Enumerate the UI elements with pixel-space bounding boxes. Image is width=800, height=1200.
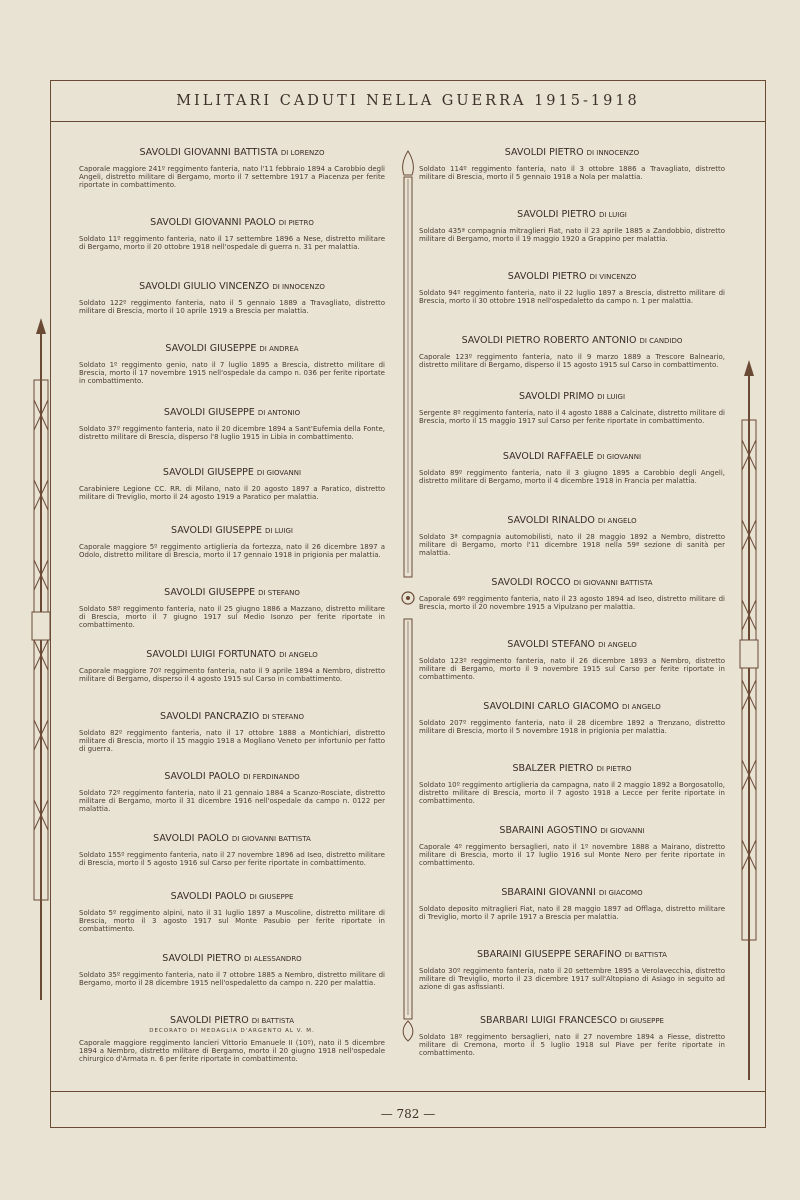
entry-name: SAVOLDI ROCCO: [491, 577, 571, 588]
entry: [79, 587, 385, 629]
entry: [79, 217, 385, 251]
entry-name: SAVOLDI GIUSEPPE: [163, 407, 255, 418]
page-number: — 782 —: [380, 1107, 436, 1121]
entry-name: SAVOLDI RINALDO: [507, 515, 595, 526]
entry-name: SBALZER PIETRO: [512, 763, 594, 774]
entry-name-line: [79, 833, 385, 844]
entry-name: SAVOLDI PANCRAZIO: [160, 711, 260, 722]
entry-father: DI ANTONIO: [257, 409, 301, 417]
entry-father: DI PIETRO: [278, 219, 314, 227]
entry-name-line: [419, 147, 725, 158]
entry-name-line: [79, 217, 385, 228]
entry-father: DI GIOVANNI: [596, 453, 642, 461]
entry-father: DI LUIGI: [598, 211, 627, 219]
entry-name-line: [419, 209, 725, 220]
entry-father: DI ANGELO: [597, 517, 637, 525]
entry-name: SAVOLDI GIUSEPPE: [164, 587, 256, 598]
entry-name-line: [79, 525, 385, 536]
entry-name-line: [419, 515, 725, 526]
entry-father: DI ANGELO: [598, 641, 637, 649]
entry-father: DI LORENZO: [280, 149, 325, 157]
entry-name: SAVOLDINI CARLO GIACOMO: [483, 701, 619, 712]
entry-name-line: [79, 771, 385, 782]
entry-name: SAVOLDI GIUSEPPE: [165, 343, 257, 354]
entry-name-line: [79, 407, 385, 418]
entry-father: DI GIOVANNI BATTISTA: [573, 579, 653, 587]
entry-name-line: [419, 451, 725, 462]
entry-text: Soldato 123º reggimento fanteria, nato il 26 dicembre 1893 a Nembro, distretto militare di Bergamo, morto il 9 novembre 1915 sul Carso per ferite riportate in combattimento.: [419, 657, 725, 681]
entry-name: SBARAINI AGOSTINO: [499, 825, 598, 836]
entry-father: DI STEFANO: [258, 589, 300, 597]
entry-father: DI ANGELO: [279, 651, 318, 659]
entry: [79, 525, 385, 559]
entry-text: Soldato 72º reggimento fanteria, nato il 21 gennaio 1884 a Scanzo-Rosciate, distretto militare di Bergamo, morto il 31 dicembre 1916 nell'ospedale da campo n. 0122 per malattia.: [79, 789, 385, 813]
entry: [419, 147, 725, 181]
entry-text: Carabiniere Legione CC. RR. di Milano, nato il 20 agosto 1897 a Paratico, distretto militare di Treviglio, morto il 24 agosto 1919 a Paratico per malattia.: [79, 485, 385, 501]
entry-name: SBARAINI GIUSEPPE SERAFINO: [477, 949, 622, 960]
entry-father: DI BATTISTA: [251, 1017, 294, 1025]
entry-name: SAVOLDI RAFFAELE: [502, 451, 594, 462]
entry: [419, 515, 725, 557]
entry-name-line: [79, 1015, 385, 1026]
entry: [79, 281, 385, 315]
entry-text: Soldato 207º reggimento fanteria, nato il 28 dicembre 1892 a Trenzano, distretto militare di Brescia, morto il 5 novembre 1918 in prigionia per malattia.: [419, 719, 725, 735]
entry-name: SAVOLDI GIOVANNI PAOLO: [150, 217, 276, 228]
entry-text: Caporale 69º reggimento fanteria, nato il 23 agosto 1894 ad Iseo, distretto militare di Brescia, morto il 20 novembre 1915 a Vipulzano per malattia.: [419, 595, 725, 611]
entry-name: SAVOLDI PAOLO: [164, 771, 241, 782]
header-band: [51, 81, 765, 122]
entry-name-line: [419, 763, 725, 774]
entry-father: DI ANGELO: [622, 703, 661, 711]
entry: [79, 953, 385, 987]
entry-name: SAVOLDI PIETRO: [504, 147, 584, 158]
entry-text: Soldato 122º reggimento fanteria, nato il 5 gennaio 1889 a Travagliato, distretto militare di Brescia, morto il 10 aprile 1919 a Brescia per malattia.: [79, 299, 385, 315]
entry-father: DI GIOVANNI BATTISTA: [231, 835, 311, 843]
entry: [419, 335, 725, 369]
entry-father: DI GIUSEPPE: [249, 893, 294, 901]
entry: [419, 701, 725, 735]
entry-father: DI LUIGI: [265, 527, 293, 535]
entry-name: SAVOLDI PIETRO: [517, 209, 596, 220]
entry-father: DI GIACOMO: [598, 889, 643, 897]
entry-name: SAVOLDI PIETRO: [507, 271, 587, 282]
entry-name-line: [79, 649, 385, 660]
entry-name-line: [79, 467, 385, 478]
entry: [419, 391, 725, 425]
entry-name: SAVOLDI GIOVANNI BATTISTA: [139, 147, 278, 158]
entry: [419, 577, 725, 611]
left-staff-ornament: [30, 0, 52, 1200]
entry: [79, 771, 385, 813]
entry: [79, 147, 385, 189]
entry-name-line: [419, 887, 725, 898]
entry-name-line: [79, 343, 385, 354]
entry-text: Soldato 5º reggimento alpini, nato il 31 luglio 1897 a Muscoline, distretto militare di Brescia, morto il 3 agosto 1917 sul Monte Pasubio per ferite riportate in combattimento.: [79, 909, 385, 933]
entry-text: Caporale maggiore 241º reggimento fanteria, nato l'11 febbraio 1894 a Carobbio degli Angeli, distretto militare di Bergamo, morto il 7 settembre 1917 a Piacenza per ferite riportate in combattimento.: [79, 165, 385, 189]
entry-text: Soldato 82º reggimento fanteria, nato il 17 ottobre 1888 a Montichiari, distretto militare di Brescia, morto il 15 maggio 1918 a Mogliano Veneto per infortunio per fatto di guerra.: [79, 729, 385, 753]
entry-name-line: [79, 953, 385, 964]
entry-text: Sergente 8º reggimento fanteria, nato il 4 agosto 1888 a Calcinate, distretto militare di Brescia, morto il 15 maggio 1917 sul Carso per ferite riportate in combattimento.: [419, 409, 725, 425]
entry-father: DI GIOVANNI: [600, 827, 645, 835]
entry-name: SAVOLDI GIUSEPPE: [162, 467, 254, 478]
page-frame: [50, 80, 766, 1128]
entry: [419, 639, 725, 681]
entry: [79, 1015, 385, 1063]
entry-text: Soldato 1º reggimento genio, nato il 7 luglio 1895 a Brescia, distretto militare di Brescia, morto il 17 novembre 1915 nell'ospedale da campo n. 036 per ferite riportate in combattimento.: [79, 361, 385, 385]
entry-text: Soldato deposito mitraglieri Fiat, nato il 28 maggio 1897 ad Offlaga, distretto militare di Treviglio, morto il 7 aprile 1917 a Brescia per malattia.: [419, 905, 725, 921]
entry-name: SAVOLDI PAOLO: [170, 891, 247, 902]
entry: [79, 407, 385, 441]
entry-father: DI BATTISTA: [624, 951, 667, 959]
entry-text: Soldato 10º reggimento artiglieria da campagna, nato il 2 maggio 1892 a Borgosatollo, distretto militare di Brescia, morto il 7 agosto 1918 a Lecce per ferite riportate in combattimento.: [419, 781, 725, 805]
entry: [79, 833, 385, 867]
entry-name-line: [419, 271, 725, 282]
entry: [419, 949, 725, 991]
entry-name: SAVOLDI PIETRO: [170, 1015, 249, 1026]
entry-name-line: [79, 147, 385, 158]
entry: [419, 887, 725, 921]
entry-name-line: [419, 701, 725, 712]
entry-father: DI ALESSANDRO: [244, 955, 302, 963]
entry-text: Caporale maggiore 5º reggimento artiglieria da fortezza, nato il 26 dicembre 1897 a Odolo, distretto militare di Brescia, morto il 17 gennaio 1918 in prigionia per malattia.: [79, 543, 385, 559]
entry-name: SAVOLDI STEFANO: [507, 639, 596, 650]
entry-father: DI GIUSEPPE: [619, 1017, 664, 1025]
entry-name: SAVOLDI GIUSEPPE: [171, 525, 262, 536]
entry-text: Soldato 435ª compagnia mitraglieri Fiat, nato il 23 aprile 1885 a Zandobbio, distretto militare di Bergamo, morto il 19 maggio 1920 a Grappino per malattia.: [419, 227, 725, 243]
entry-father: DI VINCENZO: [589, 273, 637, 281]
entry: [79, 711, 385, 753]
entry-text: Soldato 89º reggimento fanteria, nato il 3 giugno 1895 a Carobbio degli Angeli, distretto militare di Bergamo, morto il 4 dicembre 1918 in Francia per malattia.: [419, 469, 725, 485]
footer-rule: [51, 1091, 765, 1092]
entry-name: SBARAINI GIOVANNI: [501, 887, 596, 898]
entry-name: SAVOLDI PIETRO ROBERTO ANTONIO: [461, 335, 637, 346]
entry-name: SAVOLDI PIETRO: [162, 953, 242, 964]
entry-name-line: [79, 711, 385, 722]
entry-text: Soldato 35º reggimento fanteria, nato il 7 ottobre 1885 a Nembro, distretto militare di Bergamo, morto il 28 dicembre 1915 nell'ospedaletto da campo n. 220 per malattia.: [79, 971, 385, 987]
entry-father: DI PIETRO: [596, 765, 632, 773]
entry-decoration: DECORATO DI MEDAGLIA D'ARGENTO AL V. M.: [149, 1028, 315, 1034]
entry-text: Soldato 11º reggimento fanteria, nato il 17 settembre 1896 a Nese, distretto militare di Bergamo, morto il 20 ottobre 1918 nell'ospedale di guerra n. 31 per malattia.: [79, 235, 385, 251]
entry-text: Soldato 114º reggimento fanteria, nato il 3 ottobre 1886 a Travagliato, distretto militare di Brescia, morto il 5 gennaio 1918 a Nola per malattia.: [419, 165, 725, 181]
entry-name-line: [419, 577, 725, 588]
entry: [419, 209, 725, 243]
entry: [419, 1015, 725, 1057]
entry-text: Caporale maggiore reggimento lancieri Vittorio Emanuele II (10º), nato il 5 dicembre 1894 a Nembro, distretto militare di Bergamo, morto il 20 giugno 1918 nell'ospedale chirurgico d'Armata n. 6 per ferite riportate in combattimento.: [79, 1039, 385, 1063]
entry-father: DI GIOVANNI: [256, 469, 302, 477]
entry-name-line: [79, 587, 385, 598]
entry: [419, 825, 725, 867]
entry-father: DI CANDIDO: [639, 337, 683, 345]
entry: [79, 891, 385, 933]
entry-text: Soldato 30º reggimento fanteria, nato il 20 settembre 1895 a Verolavecchia, distretto militare di Treviglio, morto il 23 dicembre 1917 sull'Altopiano di Asiago in seguito ad azione di gas asfissianti.: [419, 967, 725, 991]
entry-text: Soldato 18º reggimento bersaglieri, nato il 27 novembre 1894 a Fiesse, distretto militare di Cremona, morto il 5 luglio 1918 sul Piave per ferite riportate in combattimento.: [419, 1033, 725, 1057]
entry-father: DI ANDREA: [259, 345, 299, 353]
entry-name: SAVOLDI PAOLO: [153, 833, 229, 844]
entry-name-line: [419, 825, 725, 836]
entry: [419, 271, 725, 305]
entry-text: Soldato 3ª compagnia automobilisti, nato il 28 maggio 1892 a Nembro, distretto militare di Bergamo, morto l'11 dicembre 1918 nella 59ª sezione di sanità per malattia.: [419, 533, 725, 557]
entry-name-line: [419, 639, 725, 650]
entry-father: DI INNOCENZO: [272, 283, 325, 291]
entry-text: Soldato 58º reggimento fanteria, nato il 25 giugno 1886 a Mazzano, distretto militare di Brescia, morto il 7 giugno 1917 sul Medio Isonzo per ferite riportate in combattimento.: [79, 605, 385, 629]
page-title: MILITARI CADUTI NELLA GUERRA 1915-1918: [176, 93, 640, 109]
entry-name: SAVOLDI LUIGI FORTUNATO: [146, 649, 277, 660]
entry-text: Caporale maggiore 70º reggimento fanteria, nato il 9 aprile 1894 a Nembro, distretto militare di Bergamo, disperso il 4 agosto 1915 sul Carso in combattimento.: [79, 667, 385, 683]
entry-text: Soldato 155º reggimento fanteria, nato il 27 novembre 1896 ad Iseo, distretto militare di Brescia, morto il 5 agosto 1916 sul Carso per ferite riportate in combattimento.: [79, 851, 385, 867]
entry-text: Soldato 37º reggimento fanteria, nato il 20 dicembre 1894 a Sant'Eufemia della Fonte, distretto militare di Brescia, disperso l'8 luglio 1915 in Libia in combattimento.: [79, 425, 385, 441]
entry-name-line: [419, 949, 725, 960]
entry-name: SAVOLDI GIULIO VINCENZO: [139, 281, 270, 292]
center-torch-ornament: [399, 143, 417, 1043]
entry: [419, 763, 725, 805]
entry: [419, 451, 725, 485]
entry-name: SBARBARI LUIGI FRANCESCO: [480, 1015, 617, 1026]
entry-name-line: [419, 391, 725, 402]
entry-father: DI LUIGI: [597, 393, 626, 401]
entry-father: DI INNOCENZO: [586, 149, 640, 157]
entry-name-line: [419, 335, 725, 346]
entry-text: Soldato 94º reggimento fanteria, nato il 22 luglio 1897 a Brescia, distretto militare di Brescia, morto il 30 ottobre 1918 nell'ospedaletto da campo n. 1 per malattia.: [419, 289, 725, 305]
entry: [79, 649, 385, 683]
entry-name: SAVOLDI PRIMO: [518, 391, 595, 402]
entry-name-line: [419, 1015, 725, 1026]
entry: [79, 467, 385, 501]
entry: [79, 343, 385, 385]
entry-text: Caporale 4º reggimento bersaglieri, nato il 1º novembre 1888 a Mairano, distretto militare di Brescia, morto il 17 luglio 1916 sul Monte Nero per ferite riportate in combattimento.: [419, 843, 725, 867]
entry-name-line: [79, 281, 385, 292]
entry-father: DI STEFANO: [262, 713, 304, 721]
entry-father: DI FERDINANDO: [243, 773, 300, 781]
entry-text: Caporale 123º reggimento fanteria, nato il 9 marzo 1889 a Trescore Balneario, distretto militare di Bergamo, disperso il 15 agosto 1915 sul Carso in combattimento.: [419, 353, 725, 369]
entry-name-line: [79, 891, 385, 902]
